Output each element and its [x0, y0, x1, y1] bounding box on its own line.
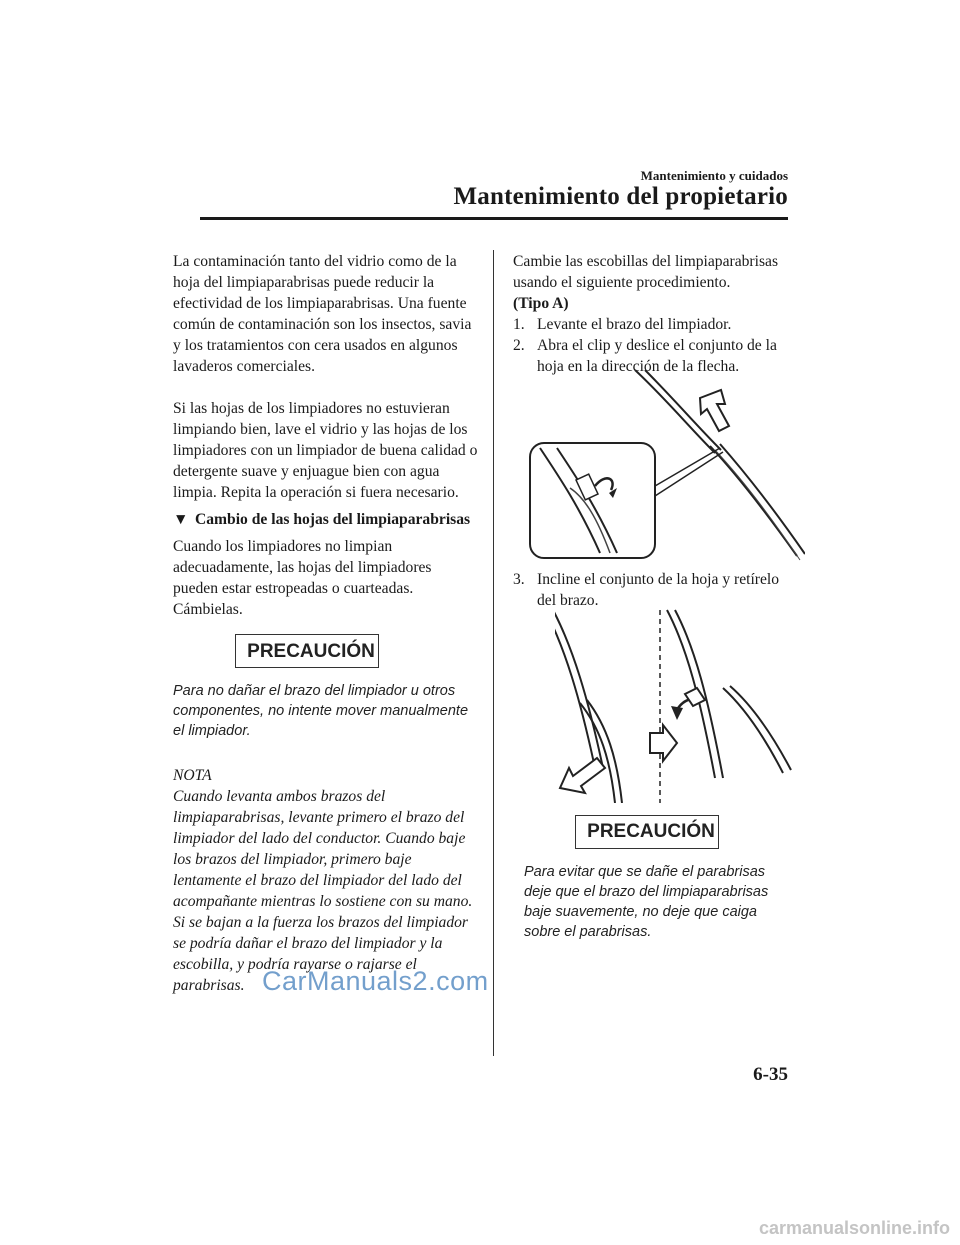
- step-text: Incline el conjunto de la hoja y retírelo del brazo.: [537, 571, 780, 609]
- type-label: (Tipo A): [513, 295, 569, 312]
- page-number: 6-35: [753, 1064, 788, 1085]
- paragraph-replace: Cuando los limpiadores no limpian adecuadamente, las hojas del limpiadores pueden estar estropeadas o cuarteadas. Cámbielas.: [173, 538, 432, 618]
- caution-badge-container: [575, 815, 719, 849]
- caution-text: Para no dañar el brazo del limpiador u otros componentes, no intente mover manualmente el limpiador.: [173, 682, 469, 739]
- paragraph-contamination: La contaminación tanto del vidrio como de la hoja del limpiaparabrisas puede reducir la efectividad de los limpiaparabrisas. Una fuente común de contaminación son los insectos, savia y los tratamientos con cera usados en algunos lavaderos comerciales.: [173, 253, 472, 375]
- left-column: [173, 251, 478, 996]
- caution-text: Para evitar que se dañe el parabrisas deje que el brazo del limpiaparabrisas baje suavemente, no deje que caiga sobre el parabrisas.: [524, 864, 769, 940]
- step-number: 1.: [513, 316, 525, 333]
- wiper-removal-illustration: [555, 608, 795, 803]
- paragraph-procedure: Cambie las escobillas del limpiaparabrisas usando el siguiente procedimiento.: [513, 253, 779, 291]
- step-text: Abra el clip y deslice el conjunto de la hoja en la dirección de la flecha.: [537, 337, 777, 375]
- header-divider: [200, 217, 788, 220]
- section-title: Cambio de las hojas del limpiaparabrisas: [195, 511, 471, 528]
- paragraph-cleaning: Si las hojas de los limpiadores no estuvieran limpiando bien, lave el vidrio y las hojas de los limpiadores con un limpiador de buena calidad o detergente suave y enjuague bien con agua limpia. Repita la operación si fuera necesario.: [173, 400, 478, 501]
- list-item: [513, 314, 793, 335]
- list-item: [513, 569, 793, 611]
- caution-badge: [575, 815, 719, 849]
- step-number: 3.: [513, 571, 525, 588]
- note-label: NOTA: [173, 766, 212, 784]
- caution-label: PRECAUCIÓN: [587, 821, 715, 842]
- caution-badge: [235, 634, 379, 668]
- watermark-logo: CarManuals2.com: [262, 966, 489, 996]
- wiper-clip-illustration: [525, 368, 805, 563]
- section-label: Mantenimiento y cuidados: [640, 168, 788, 183]
- section-heading: [173, 509, 478, 530]
- page-title: Mantenimiento del propietario: [453, 183, 788, 210]
- triangle-down-icon: ▼: [173, 511, 189, 528]
- site-watermark: carmanualsonline.info: [758, 1218, 950, 1238]
- note-text: Cuando levanta ambos brazos del limpiaparabrisas, levante primero el brazo del limpiador del lado del conductor. Cuando baje los brazos del limpiador, primero baje lentamente el brazo del limpiador del lado del acompañante mientras lo sostiene con su mano. Si se bajan a la fuerza los brazos del limpiador se podría dañar el brazo del limpiador y la escobilla, y podría rayarse o rajarse el parabrisas.: [173, 787, 473, 994]
- step-text: Levante el brazo del limpiador.: [537, 316, 732, 333]
- right-column: [513, 251, 793, 377]
- step-number: 2.: [513, 337, 525, 354]
- column-divider: [493, 250, 494, 1056]
- caution-label: PRECAUCIÓN: [247, 640, 375, 662]
